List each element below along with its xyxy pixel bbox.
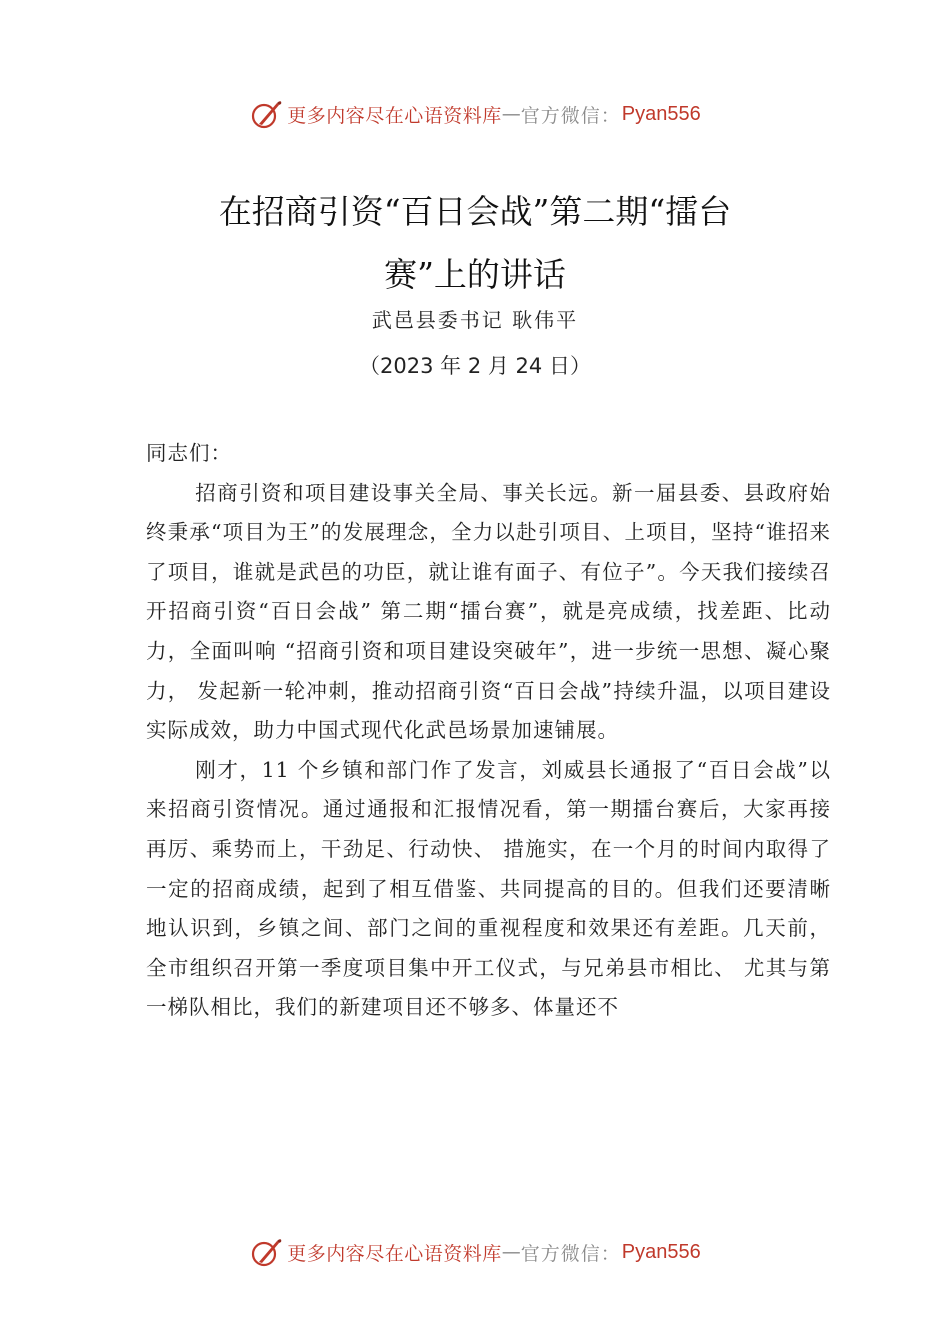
watermark-colon: ：: [600, 1242, 620, 1265]
author-byline: 武邑县委书记 耿伟平: [371, 308, 579, 332]
quill-pen-icon: [249, 1235, 283, 1269]
speech-date: （2023 年 2 月 24 日）: [359, 354, 591, 378]
watermark-label: 官方微信: [520, 104, 601, 127]
watermark-colon: ：: [600, 104, 620, 127]
footer-watermark: [0, 1232, 950, 1272]
watermark-text: 更多内容尽在心语资料库: [287, 104, 502, 127]
document-title-line-2: 赛”上的讲话: [384, 255, 566, 294]
paragraph-1: 招商引资和项目建设事关全局、事关长远。新一届县委、县政府始终秉承“项目为王”的发展理念，全力以赴引项目、上项目，坚持“谁招来了项目，谁就是武邑的功臣，就让谁有面子、有位子”。今天我们接续召开招商引资“百日会战” 第二期“擂台赛”，就是亮成绩，找差距、比动力，全面叫响 “招商引资和项目建设突破年”，进一步统一思想、凝心聚力， 发起新一轮冲刺，推动招商引资“百日会战”持续升温，以项目建设实际成效，助力中国式现代化武邑场景加速铺展。: [146, 480, 831, 743]
watermark-separator: —: [501, 1241, 521, 1263]
paragraph-2: 刚才，11 个乡镇和部门作了发言，刘威县长通报了“百日会战”以来招商引资情况。通过通报和汇报情况看，第一期擂台赛后，大家再接再厉、乘势而上，干劲足、行动快、 措施实，在一个月的时间内取得了一定的招商成绩，起到了相互借鉴、共同提高的目的。但我们还要清晰地认识到，乡镇之间、部门之间的重视程度和效果还有差距。几天前，全市组织召开第一季度项目集中开工仪式，与兄弟县市相比、 尤其与第一梯队相比，我们的新建项目还不够多、体量还不: [146, 757, 831, 1020]
document-title-line-1: 在招商引资“百日会战”第二期“擂台: [218, 192, 732, 231]
watermark-wechat-id: Pyan556: [621, 102, 701, 125]
quill-pen-icon: [249, 97, 283, 131]
greeting: 同志们：: [146, 441, 232, 465]
watermark-separator: —: [501, 103, 521, 125]
header-watermark: [0, 94, 950, 134]
watermark-text: 更多内容尽在心语资料库: [287, 1242, 502, 1265]
watermark-wechat-id: Pyan556: [621, 1240, 701, 1263]
document-body: [146, 434, 831, 1028]
watermark-label: 官方微信: [520, 1242, 601, 1265]
